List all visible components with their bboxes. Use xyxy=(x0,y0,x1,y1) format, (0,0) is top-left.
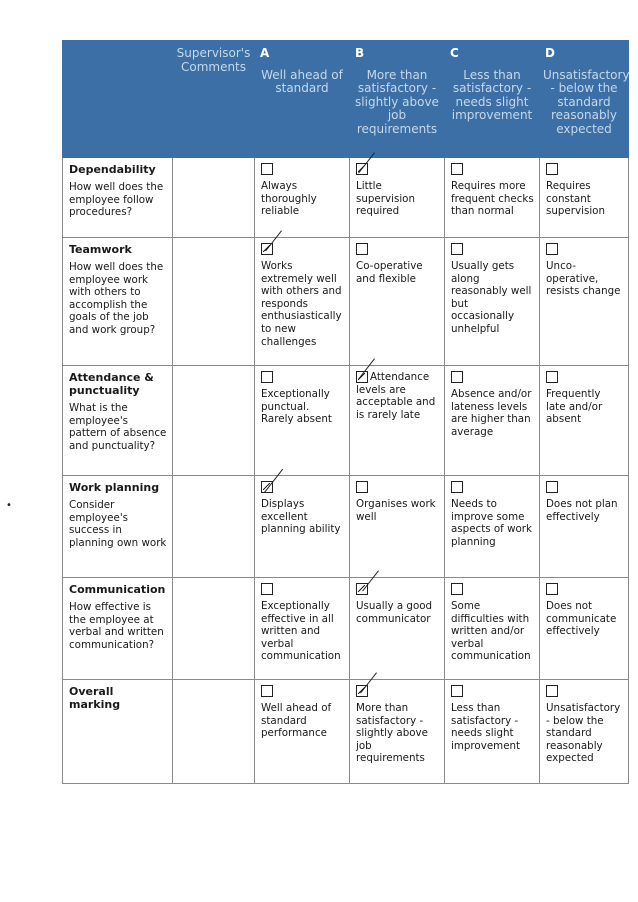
header-comments: Supervisor's Comments xyxy=(173,41,255,158)
option-d-cell: Does not communicate effectively xyxy=(540,578,629,680)
criterion-row-teamwork xyxy=(63,238,629,366)
option-b-cell: Usually a good communicator xyxy=(350,578,445,680)
criterion-row-dependability xyxy=(63,158,629,238)
checkbox-a[interactable] xyxy=(261,685,273,697)
checkbox-c[interactable] xyxy=(451,481,463,493)
criterion-row-work-planning xyxy=(63,476,629,578)
checkbox-d[interactable] xyxy=(546,481,558,493)
supervisor-comment-cell[interactable] xyxy=(173,476,255,578)
checkbox-b[interactable] xyxy=(356,481,368,493)
option-a-cell: Displays excellent planning ability xyxy=(255,476,350,578)
appraisal-form xyxy=(62,40,628,784)
header-blank xyxy=(63,41,173,158)
header-row xyxy=(63,41,629,158)
checkbox-d[interactable] xyxy=(546,685,558,697)
checkbox-c[interactable] xyxy=(451,243,463,255)
option-c-cell: Needs to improve some aspects of work planning xyxy=(445,476,540,578)
margin-mark: • xyxy=(6,500,12,511)
criterion-row-communication xyxy=(63,578,629,680)
option-d-cell: Unco-operative, resists change xyxy=(540,238,629,366)
checkbox-d[interactable] xyxy=(546,371,558,383)
supervisor-comment-cell[interactable] xyxy=(173,158,255,238)
checkbox-c[interactable] xyxy=(451,163,463,175)
option-c-cell: Some difficulties with written and/or verbal communication xyxy=(445,578,540,680)
option-b-cell: Co-operative and flexible xyxy=(350,238,445,366)
checkbox-c[interactable] xyxy=(451,583,463,595)
option-b-cell: Attendance levels are acceptable and is rarely late xyxy=(350,366,445,476)
supervisor-comment-cell[interactable] xyxy=(173,366,255,476)
option-d-cell: Unsatisfactory - below the standard reasonably expected xyxy=(540,680,629,784)
checkbox-d[interactable] xyxy=(546,583,558,595)
option-a-cell: Always thoroughly reliable xyxy=(255,158,350,238)
supervisor-comment-cell[interactable] xyxy=(173,578,255,680)
supervisor-comment-cell[interactable] xyxy=(173,680,255,784)
criterion-cell: Dependability How well does the employee follow procedures? xyxy=(63,158,173,238)
option-a-cell: Works extremely well with others and responds enthusiastically to new challenges xyxy=(255,238,350,366)
option-d-cell: Does not plan effectively xyxy=(540,476,629,578)
option-b-cell: Little supervision required xyxy=(350,158,445,238)
criterion-cell: Communication How effective is the employee at verbal and written communication? xyxy=(63,578,173,680)
criterion-cell: Teamwork How well does the employee work with others to accomplish the goals of the job and work group? xyxy=(63,238,173,366)
option-d-cell: Frequently late and/or absent xyxy=(540,366,629,476)
option-a-cell: Well ahead of standard performance xyxy=(255,680,350,784)
option-d-cell: Requires constant supervision xyxy=(540,158,629,238)
supervisor-comment-cell[interactable] xyxy=(173,238,255,366)
option-b-cell: More than satisfactory - slightly above job requirements xyxy=(350,680,445,784)
header-col-a: A Well ahead of standard xyxy=(255,41,350,158)
header-col-d: D Unsatisfactory - below the standard reasonably expected xyxy=(540,41,629,158)
option-a-cell: Exceptionally punctual. Rarely absent xyxy=(255,366,350,476)
criterion-cell: Attendance & punctuality What is the employee's pattern of absence and punctuality? xyxy=(63,366,173,476)
appraisal-table xyxy=(62,40,629,784)
checkbox-c[interactable] xyxy=(451,371,463,383)
checkbox-a[interactable] xyxy=(261,583,273,595)
option-c-cell: Usually gets along reasonably well but occasionally unhelpful xyxy=(445,238,540,366)
criterion-row-attendance xyxy=(63,366,629,476)
option-a-cell: Exceptionally effective in all written and verbal communication xyxy=(255,578,350,680)
checkbox-d[interactable] xyxy=(546,243,558,255)
option-c-cell: Absence and/or lateness levels are higher than average xyxy=(445,366,540,476)
option-c-cell: Less than satisfactory - needs slight improvement xyxy=(445,680,540,784)
criterion-cell: Overall marking xyxy=(63,680,173,784)
header-col-c: C Less than satisfactory - needs slight improvement xyxy=(445,41,540,158)
checkbox-b[interactable] xyxy=(356,243,368,255)
header-col-b: B More than satisfactory - slightly above job requirements xyxy=(350,41,445,158)
checkbox-d[interactable] xyxy=(546,163,558,175)
checkbox-a[interactable] xyxy=(261,163,273,175)
option-c-cell: Requires more frequent checks than normal xyxy=(445,158,540,238)
criterion-cell: Work planning Consider employee's success in planning own work xyxy=(63,476,173,578)
checkbox-c[interactable] xyxy=(451,685,463,697)
criterion-row-overall xyxy=(63,680,629,784)
option-b-cell: Organises work well xyxy=(350,476,445,578)
checkbox-a[interactable] xyxy=(261,371,273,383)
